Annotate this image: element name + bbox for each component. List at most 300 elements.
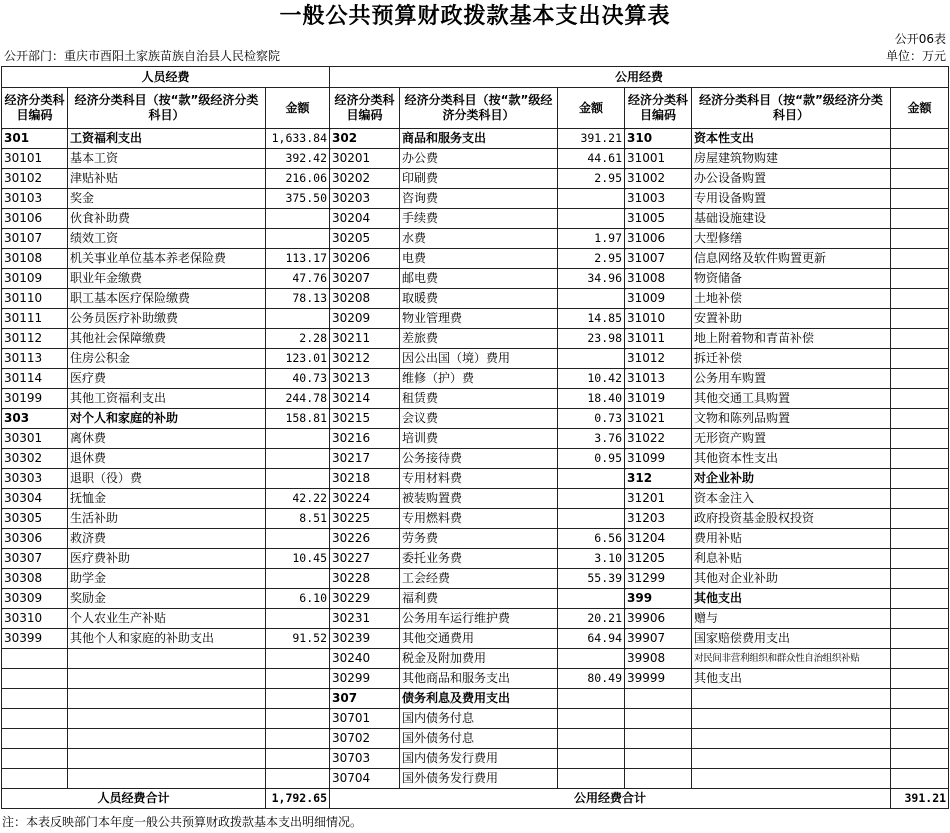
cell-code: 30202 bbox=[330, 169, 400, 189]
cell-name: 商品和服务支出 bbox=[400, 129, 558, 149]
cell-amount: 0.95 bbox=[558, 449, 625, 469]
header-amount: 金额 bbox=[558, 88, 625, 129]
table-row bbox=[2, 649, 949, 669]
cell-amount: 113.17 bbox=[266, 249, 330, 269]
cell-name bbox=[692, 689, 891, 709]
cell-code: 31007 bbox=[625, 249, 692, 269]
cell-amount: 10.45 bbox=[266, 549, 330, 569]
cell-name: 抚恤金 bbox=[68, 489, 266, 509]
cell-amount bbox=[266, 449, 330, 469]
cell-name: 救济费 bbox=[68, 529, 266, 549]
table-row bbox=[2, 729, 949, 749]
cell-code bbox=[2, 729, 68, 749]
cell-name: 被装购置费 bbox=[400, 489, 558, 509]
cell-amount bbox=[891, 749, 949, 769]
cell-name bbox=[692, 709, 891, 729]
table-row bbox=[2, 449, 949, 469]
table-row bbox=[2, 229, 949, 249]
header-name: 经济分类科目（按“款”级经济分类科目） bbox=[68, 88, 266, 129]
cell-amount bbox=[266, 209, 330, 229]
cell-name: 办公费 bbox=[400, 149, 558, 169]
cell-code: 30111 bbox=[2, 309, 68, 329]
cell-name: 职业年金缴费 bbox=[68, 269, 266, 289]
cell-amount bbox=[891, 609, 949, 629]
cell-code: 30307 bbox=[2, 549, 68, 569]
cell-amount bbox=[266, 749, 330, 769]
cell-amount: 375.50 bbox=[266, 189, 330, 209]
cell-code: 31022 bbox=[625, 429, 692, 449]
cell-amount bbox=[891, 489, 949, 509]
table-row bbox=[2, 569, 949, 589]
cell-name: 奖励金 bbox=[68, 589, 266, 609]
cell-name: 国内债务发行费用 bbox=[400, 749, 558, 769]
cell-code: 30201 bbox=[330, 149, 400, 169]
cell-code: 30101 bbox=[2, 149, 68, 169]
cell-amount bbox=[891, 269, 949, 289]
cell-amount bbox=[891, 689, 949, 709]
cell-amount bbox=[891, 329, 949, 349]
cell-code: 30106 bbox=[2, 209, 68, 229]
cell-code: 30206 bbox=[330, 249, 400, 269]
cell-code: 307 bbox=[330, 689, 400, 709]
cell-name: 资本性支出 bbox=[692, 129, 891, 149]
table-row bbox=[2, 249, 949, 269]
cell-amount bbox=[558, 469, 625, 489]
cell-code: 30303 bbox=[2, 469, 68, 489]
cell-amount: 1.97 bbox=[558, 229, 625, 249]
table-row bbox=[2, 689, 949, 709]
cell-amount bbox=[558, 729, 625, 749]
cell-code: 30213 bbox=[330, 369, 400, 389]
cell-name: 邮电费 bbox=[400, 269, 558, 289]
cell-name: 取暖费 bbox=[400, 289, 558, 309]
cell-amount bbox=[891, 589, 949, 609]
cell-code: 312 bbox=[625, 469, 692, 489]
cell-amount bbox=[558, 189, 625, 209]
table-row bbox=[2, 289, 949, 309]
cell-code bbox=[2, 669, 68, 689]
table-row bbox=[2, 169, 949, 189]
header-code: 经济分类科目编码 bbox=[625, 88, 692, 129]
cell-name: 住房公积金 bbox=[68, 349, 266, 369]
cell-name: 印刷费 bbox=[400, 169, 558, 189]
cell-code: 31005 bbox=[625, 209, 692, 229]
cell-name bbox=[68, 649, 266, 669]
cell-name: 其他交通工具购置 bbox=[692, 389, 891, 409]
table-row bbox=[2, 589, 949, 609]
cell-name: 委托业务费 bbox=[400, 549, 558, 569]
cell-name: 专用燃料费 bbox=[400, 509, 558, 529]
cell-code: 30215 bbox=[330, 409, 400, 429]
unit-label: 单位：万元 bbox=[885, 49, 946, 63]
cell-name: 其他工资福利支出 bbox=[68, 389, 266, 409]
cell-name: 差旅费 bbox=[400, 329, 558, 349]
cell-name: 退职（役）费 bbox=[68, 469, 266, 489]
cell-amount bbox=[891, 629, 949, 649]
cell-code: 31003 bbox=[625, 189, 692, 209]
cell-code: 30227 bbox=[330, 549, 400, 569]
table-row bbox=[2, 189, 949, 209]
expenditure-table bbox=[1, 66, 949, 809]
cell-code: 31002 bbox=[625, 169, 692, 189]
cell-amount: 55.39 bbox=[558, 569, 625, 589]
cell-amount bbox=[266, 669, 330, 689]
cell-code bbox=[625, 709, 692, 729]
cell-amount bbox=[891, 569, 949, 589]
cell-code: 30231 bbox=[330, 609, 400, 629]
cell-name: 其他社会保障缴费 bbox=[68, 329, 266, 349]
cell-code bbox=[2, 649, 68, 669]
cell-amount: 64.94 bbox=[558, 629, 625, 649]
cell-name: 奖金 bbox=[68, 189, 266, 209]
cell-amount bbox=[891, 769, 949, 789]
cell-code: 30302 bbox=[2, 449, 68, 469]
cell-name: 物资储备 bbox=[692, 269, 891, 289]
cell-name: 生活补助 bbox=[68, 509, 266, 529]
cell-name: 土地补偿 bbox=[692, 289, 891, 309]
cell-code: 30399 bbox=[2, 629, 68, 649]
cell-name: 对个人和家庭的补助 bbox=[68, 409, 266, 429]
header-amount: 金额 bbox=[891, 88, 949, 129]
cell-name: 对企业补助 bbox=[692, 469, 891, 489]
cell-name: 费用补贴 bbox=[692, 529, 891, 549]
table-body bbox=[2, 129, 949, 789]
cell-amount: 2.95 bbox=[558, 249, 625, 269]
cell-amount bbox=[558, 709, 625, 729]
table-row bbox=[2, 469, 949, 489]
cell-name: 职工基本医疗保险缴费 bbox=[68, 289, 266, 309]
cell-name: 咨询费 bbox=[400, 189, 558, 209]
cell-name: 绩效工资 bbox=[68, 229, 266, 249]
cell-amount bbox=[891, 429, 949, 449]
cell-name bbox=[68, 709, 266, 729]
cell-amount: 6.56 bbox=[558, 529, 625, 549]
cell-amount bbox=[891, 149, 949, 169]
cell-name: 其他交通费用 bbox=[400, 629, 558, 649]
cell-code: 30203 bbox=[330, 189, 400, 209]
cell-amount bbox=[891, 649, 949, 669]
cell-amount bbox=[558, 589, 625, 609]
cell-name: 工会经费 bbox=[400, 569, 558, 589]
cell-name: 文物和陈列品购置 bbox=[692, 409, 891, 429]
cell-code: 30224 bbox=[330, 489, 400, 509]
cell-amount: 42.22 bbox=[266, 489, 330, 509]
cell-amount: 1,633.84 bbox=[266, 129, 330, 149]
cell-code: 31013 bbox=[625, 369, 692, 389]
cell-name: 医疗费补助 bbox=[68, 549, 266, 569]
cell-amount: 8.51 bbox=[266, 509, 330, 529]
cell-name: 伙食补助费 bbox=[68, 209, 266, 229]
table-row bbox=[2, 269, 949, 289]
form-number: 公开06表 bbox=[894, 32, 946, 46]
cell-name: 机关事业单位基本养老保险费 bbox=[68, 249, 266, 269]
table-row bbox=[2, 429, 949, 449]
cell-amount: 14.85 bbox=[558, 309, 625, 329]
cell-amount bbox=[266, 709, 330, 729]
table-row bbox=[2, 549, 949, 569]
table-row bbox=[2, 409, 949, 429]
cell-amount bbox=[891, 729, 949, 749]
cell-code: 30309 bbox=[2, 589, 68, 609]
cell-amount: 34.96 bbox=[558, 269, 625, 289]
cell-amount bbox=[891, 189, 949, 209]
cell-name: 助学金 bbox=[68, 569, 266, 589]
cell-code: 31008 bbox=[625, 269, 692, 289]
cell-amount bbox=[266, 529, 330, 549]
cell-code: 30102 bbox=[2, 169, 68, 189]
cell-name: 专用设备购置 bbox=[692, 189, 891, 209]
cell-name: 房屋建筑物购建 bbox=[692, 149, 891, 169]
cell-code: 30209 bbox=[330, 309, 400, 329]
cell-amount: 6.10 bbox=[266, 589, 330, 609]
cell-code: 302 bbox=[330, 129, 400, 149]
table-row bbox=[2, 389, 949, 409]
cell-name: 安置补助 bbox=[692, 309, 891, 329]
cell-amount: 47.76 bbox=[266, 269, 330, 289]
cell-name: 资本金注入 bbox=[692, 489, 891, 509]
cell-amount: 0.73 bbox=[558, 409, 625, 429]
cell-code: 30110 bbox=[2, 289, 68, 309]
cell-name: 津贴补贴 bbox=[68, 169, 266, 189]
cell-amount bbox=[266, 689, 330, 709]
cell-code: 31204 bbox=[625, 529, 692, 549]
cell-amount: 2.28 bbox=[266, 329, 330, 349]
cell-name bbox=[68, 689, 266, 709]
personnel-total-value: 1,792.65 bbox=[266, 789, 330, 809]
cell-code: 301 bbox=[2, 129, 68, 149]
cell-code: 30108 bbox=[2, 249, 68, 269]
cell-code bbox=[2, 749, 68, 769]
cell-amount bbox=[558, 649, 625, 669]
cell-name: 税金及附加费用 bbox=[400, 649, 558, 669]
cell-amount bbox=[266, 649, 330, 669]
cell-amount: 10.42 bbox=[558, 369, 625, 389]
cell-code: 30199 bbox=[2, 389, 68, 409]
cell-amount: 3.76 bbox=[558, 429, 625, 449]
cell-amount bbox=[891, 449, 949, 469]
cell-name: 公务员医疗补助缴费 bbox=[68, 309, 266, 329]
cell-code: 30299 bbox=[330, 669, 400, 689]
cell-name: 公务用车运行维护费 bbox=[400, 609, 558, 629]
cell-code bbox=[2, 769, 68, 789]
cell-amount bbox=[891, 209, 949, 229]
table-row bbox=[2, 349, 949, 369]
cell-code: 399 bbox=[625, 589, 692, 609]
cell-name: 大型修缮 bbox=[692, 229, 891, 249]
cell-amount bbox=[891, 669, 949, 689]
cell-code: 30107 bbox=[2, 229, 68, 249]
cell-amount: 23.98 bbox=[558, 329, 625, 349]
cell-amount bbox=[558, 509, 625, 529]
cell-code: 30218 bbox=[330, 469, 400, 489]
cell-name: 地上附着物和青苗补偿 bbox=[692, 329, 891, 349]
cell-amount: 216.06 bbox=[266, 169, 330, 189]
cell-code: 31006 bbox=[625, 229, 692, 249]
table-row bbox=[2, 669, 949, 689]
cell-amount bbox=[891, 309, 949, 329]
cell-amount bbox=[558, 209, 625, 229]
cell-amount bbox=[891, 709, 949, 729]
cell-name: 其他资本性支出 bbox=[692, 449, 891, 469]
table-row bbox=[2, 329, 949, 349]
cell-amount bbox=[266, 229, 330, 249]
cell-name: 无形资产购置 bbox=[692, 429, 891, 449]
cell-name: 会议费 bbox=[400, 409, 558, 429]
cell-amount: 91.52 bbox=[266, 629, 330, 649]
cell-code: 303 bbox=[2, 409, 68, 429]
table-row bbox=[2, 709, 949, 729]
cell-amount: 40.73 bbox=[266, 369, 330, 389]
department-label: 公开部门：重庆市酉阳土家族苗族自治县人民检察院 bbox=[4, 49, 281, 63]
cell-amount bbox=[266, 769, 330, 789]
cell-amount bbox=[891, 349, 949, 369]
cell-amount bbox=[266, 469, 330, 489]
cell-amount bbox=[266, 429, 330, 449]
cell-name: 办公设备购置 bbox=[692, 169, 891, 189]
public-total-label: 公用经费合计 bbox=[330, 789, 891, 809]
cell-name: 培训费 bbox=[400, 429, 558, 449]
personnel-total-label: 人员经费合计 bbox=[2, 789, 266, 809]
table-row bbox=[2, 609, 949, 629]
cell-amount bbox=[558, 749, 625, 769]
cell-name: 物业管理费 bbox=[400, 309, 558, 329]
cell-code bbox=[2, 689, 68, 709]
cell-code: 30308 bbox=[2, 569, 68, 589]
cell-code: 30204 bbox=[330, 209, 400, 229]
header-code: 经济分类科目编码 bbox=[330, 88, 400, 129]
cell-name bbox=[68, 769, 266, 789]
cell-name: 政府投资基金股权投资 bbox=[692, 509, 891, 529]
cell-code bbox=[625, 769, 692, 789]
cell-code: 30216 bbox=[330, 429, 400, 449]
cell-name bbox=[692, 729, 891, 749]
cell-amount bbox=[266, 729, 330, 749]
cell-amount: 18.40 bbox=[558, 389, 625, 409]
cell-amount bbox=[891, 169, 949, 189]
cell-name: 拆迁补偿 bbox=[692, 349, 891, 369]
cell-name: 水费 bbox=[400, 229, 558, 249]
cell-code: 31021 bbox=[625, 409, 692, 429]
cell-code: 30305 bbox=[2, 509, 68, 529]
cell-amount bbox=[558, 489, 625, 509]
cell-code: 31012 bbox=[625, 349, 692, 369]
cell-code: 30212 bbox=[330, 349, 400, 369]
cell-code: 39907 bbox=[625, 629, 692, 649]
cell-name: 公务用车购置 bbox=[692, 369, 891, 389]
cell-amount bbox=[891, 229, 949, 249]
cell-name bbox=[68, 749, 266, 769]
cell-code: 31011 bbox=[625, 329, 692, 349]
cell-name: 其他商品和服务支出 bbox=[400, 669, 558, 689]
section-personnel: 人员经费 bbox=[2, 67, 330, 88]
cell-code: 31205 bbox=[625, 549, 692, 569]
cell-code: 30240 bbox=[330, 649, 400, 669]
cell-name: 国外债务付息 bbox=[400, 729, 558, 749]
cell-code: 31001 bbox=[625, 149, 692, 169]
cell-code: 30703 bbox=[330, 749, 400, 769]
cell-code: 30702 bbox=[330, 729, 400, 749]
cell-amount bbox=[891, 289, 949, 309]
cell-name: 债务利息及费用支出 bbox=[400, 689, 558, 709]
cell-name bbox=[68, 669, 266, 689]
header-code: 经济分类科目编码 bbox=[2, 88, 68, 129]
cell-code: 39906 bbox=[625, 609, 692, 629]
cell-amount bbox=[558, 289, 625, 309]
cell-name: 其他支出 bbox=[692, 589, 891, 609]
cell-amount bbox=[266, 569, 330, 589]
cell-code: 30239 bbox=[330, 629, 400, 649]
cell-name: 对民间非营利组织和群众性自治组织补贴 bbox=[692, 649, 891, 669]
cell-code: 30704 bbox=[330, 769, 400, 789]
cell-name: 国外债务发行费用 bbox=[400, 769, 558, 789]
header-name: 经济分类科目（按“款”级经济分类科目） bbox=[400, 88, 558, 129]
table-row bbox=[2, 209, 949, 229]
cell-name bbox=[692, 769, 891, 789]
cell-code: 30211 bbox=[330, 329, 400, 349]
section-public: 公用经费 bbox=[330, 67, 949, 88]
cell-code: 31203 bbox=[625, 509, 692, 529]
cell-amount: 244.78 bbox=[266, 389, 330, 409]
cell-name: 电费 bbox=[400, 249, 558, 269]
header-name: 经济分类科目（按“款”级经济分类科目） bbox=[692, 88, 891, 129]
cell-amount bbox=[266, 309, 330, 329]
table-row bbox=[2, 509, 949, 529]
cell-code: 30310 bbox=[2, 609, 68, 629]
cell-name: 维修（护）费 bbox=[400, 369, 558, 389]
cell-code: 39908 bbox=[625, 649, 692, 669]
cell-amount bbox=[891, 249, 949, 269]
cell-name: 利息补贴 bbox=[692, 549, 891, 569]
cell-name: 工资福利支出 bbox=[68, 129, 266, 149]
cell-code: 310 bbox=[625, 129, 692, 149]
cell-amount bbox=[558, 769, 625, 789]
cell-code: 30103 bbox=[2, 189, 68, 209]
cell-name: 个人农业生产补贴 bbox=[68, 609, 266, 629]
cell-amount: 3.10 bbox=[558, 549, 625, 569]
table-note: 注：本表反映部门本年度一般公共预算财政拨款基本支出明细情况。 bbox=[2, 815, 363, 829]
cell-amount: 2.95 bbox=[558, 169, 625, 189]
cell-name: 赠与 bbox=[692, 609, 891, 629]
cell-name: 退休费 bbox=[68, 449, 266, 469]
cell-code bbox=[625, 749, 692, 769]
cell-amount: 44.61 bbox=[558, 149, 625, 169]
cell-code: 30306 bbox=[2, 529, 68, 549]
cell-amount: 123.01 bbox=[266, 349, 330, 369]
report-title: 一般公共预算财政拨款基本支出决算表 bbox=[279, 4, 671, 29]
table-row bbox=[2, 629, 949, 649]
cell-code: 31099 bbox=[625, 449, 692, 469]
cell-code: 31201 bbox=[625, 489, 692, 509]
cell-amount: 20.21 bbox=[558, 609, 625, 629]
table-row bbox=[2, 749, 949, 769]
cell-code: 30225 bbox=[330, 509, 400, 529]
public-total-value: 391.21 bbox=[891, 789, 949, 809]
cell-name: 其他对企业补助 bbox=[692, 569, 891, 589]
cell-name bbox=[692, 749, 891, 769]
cell-amount bbox=[891, 549, 949, 569]
table-row bbox=[2, 529, 949, 549]
cell-name: 因公出国（境）费用 bbox=[400, 349, 558, 369]
cell-name: 基础设施建设 bbox=[692, 209, 891, 229]
cell-amount: 391.21 bbox=[558, 129, 625, 149]
cell-name: 公务接待费 bbox=[400, 449, 558, 469]
cell-name: 手续费 bbox=[400, 209, 558, 229]
cell-amount bbox=[891, 389, 949, 409]
cell-amount bbox=[891, 369, 949, 389]
table-row bbox=[2, 129, 949, 149]
cell-name: 其他支出 bbox=[692, 669, 891, 689]
cell-name: 离休费 bbox=[68, 429, 266, 449]
